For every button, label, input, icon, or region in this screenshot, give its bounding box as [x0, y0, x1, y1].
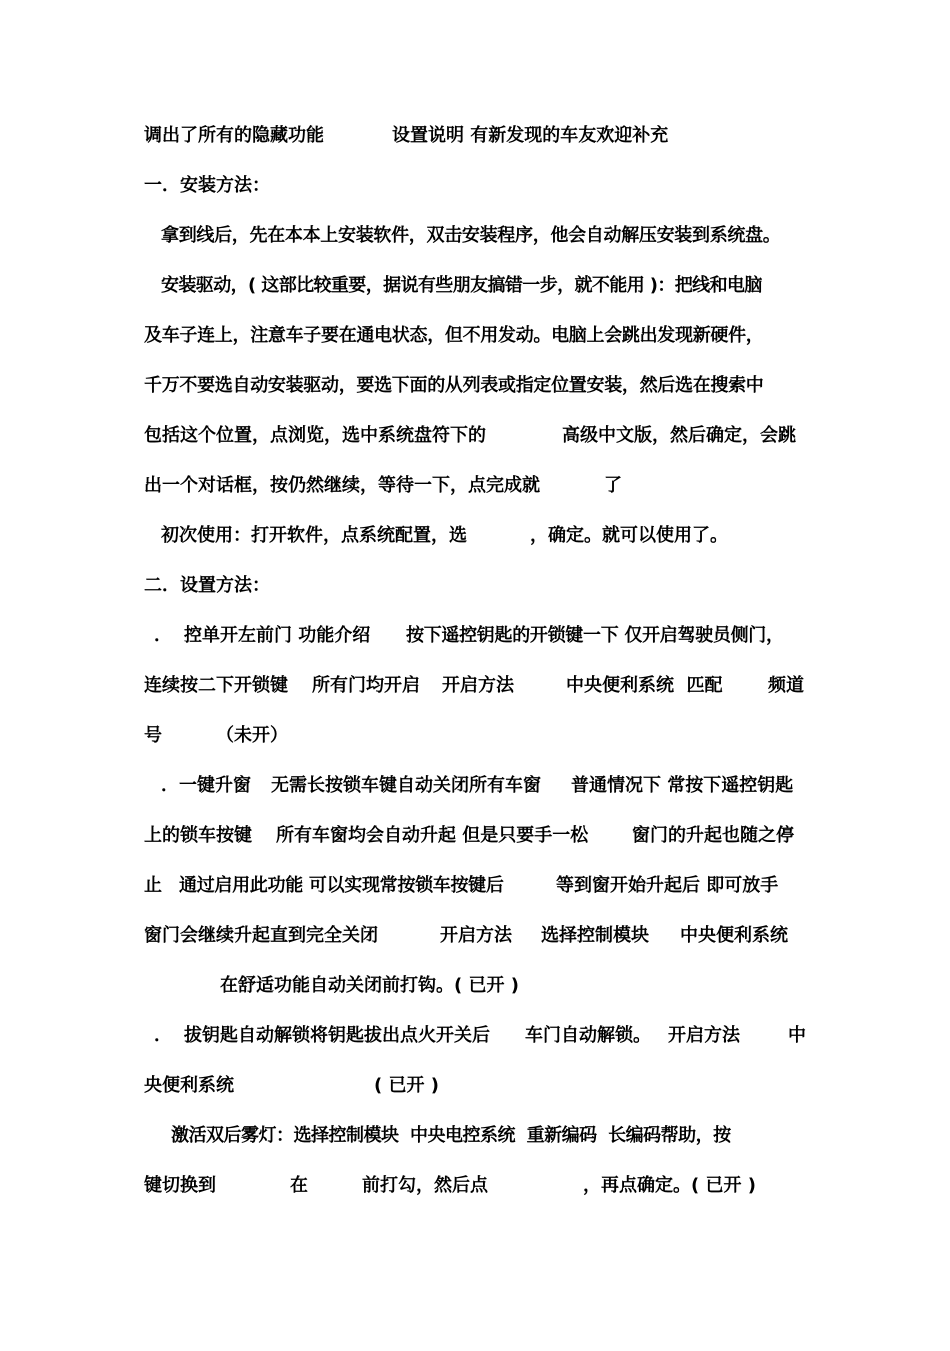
paragraph-text: 中央便利系统 匹配 — [566, 675, 723, 696]
paragraph-text: 前打勾，然后点 — [362, 1175, 488, 1196]
paragraph-line — [0, 621, 784, 651]
paragraph-text: 选择控制模块 — [541, 925, 649, 946]
paragraph-text: 高级中文版，然后确定，会跳 — [562, 425, 796, 446]
paragraph-text: 等到窗开始升起后 即可放手 — [556, 875, 779, 896]
paragraph-text: 按下遥控钥匙的开锁键一下 仅开启驾驶员侧门， — [406, 625, 784, 646]
section-heading-install — [0, 171, 270, 201]
paragraph-text: 出一个对话框，按仍然继续，等待一下，点完成就 — [144, 475, 540, 496]
paragraph-text: 窗门会继续升起直到完全关闭 — [144, 925, 378, 946]
paragraph-line — [0, 721, 288, 751]
paragraph-text: 键切换到 — [144, 1175, 216, 1196]
paragraph-text: 中 — [788, 1025, 806, 1046]
paragraph-text: 拿到线后，先在本本上安装软件，双击安装程序，他会自动解压安装到系统盘。 — [161, 225, 781, 246]
paragraph-text: ( 已开 ) — [374, 1075, 439, 1096]
paragraph-line — [0, 1071, 439, 1101]
paragraph-text: 开启方法 — [668, 1025, 740, 1046]
paragraph-text: 包括这个位置，点浏览，选中系统盘符下的 — [144, 425, 486, 446]
paragraph-text: 频道 — [768, 675, 804, 696]
paragraph-line — [0, 421, 796, 451]
paragraph-text: ． — [154, 1025, 172, 1046]
paragraph-text: 千万不要选自动安装驱动，要选下面的从列表或指定位置安装，然后选在搜索中 — [144, 375, 764, 396]
paragraph-text: 及车子连上，注意车子要在通电状态，但不用发动。电脑上会跳出发现新硬件， — [144, 325, 764, 346]
paragraph-text: ．一键升窗 — [161, 775, 251, 796]
paragraph-line — [0, 821, 794, 851]
paragraph-text: 所有车窗均会自动升起 但是只要手一松 — [276, 825, 589, 846]
paragraph-text: 拔钥匙自动解锁将钥匙拔出点火开关后 — [184, 1025, 490, 1046]
paragraph-line — [0, 1121, 731, 1151]
paragraph-line — [0, 471, 622, 501]
section-heading-text: 二．设置方法： — [144, 575, 270, 596]
paragraph-text: ，确定。就可以使用了。 — [530, 525, 728, 546]
section-heading-text: 一．安装方法： — [144, 175, 270, 196]
intro-line — [0, 121, 669, 151]
paragraph-text: 央便利系统 — [144, 1075, 234, 1096]
paragraph-text: 通过启用此功能 可以实现常按锁车按键后 — [179, 875, 504, 896]
paragraph-text: ． — [154, 625, 172, 646]
paragraph-text: 在 — [290, 1175, 308, 1196]
paragraph-text: 初次使用：打开软件，点系统配置，选 — [161, 525, 467, 546]
paragraph-text: 车门自动解锁。 — [525, 1025, 651, 1046]
paragraph-text: 安装驱动，( 这部比较重要，据说有些朋友搞错一步，就不能用 )：把线和电脑 — [161, 275, 762, 296]
paragraph-line — [0, 1171, 756, 1201]
paragraph-line — [0, 671, 804, 701]
intro-title: 调出了所有的隐藏功能 — [144, 125, 324, 146]
paragraph-text: 窗门的升起也随之停 — [632, 825, 794, 846]
paragraph-text: 上的锁车按键 — [144, 825, 252, 846]
paragraph-line — [0, 321, 764, 351]
paragraph-text: ，再点确定。( 已开 ) — [583, 1175, 756, 1196]
paragraph-text: 所有门均开启 — [312, 675, 420, 696]
paragraph-line — [0, 771, 794, 801]
paragraph-text: 在舒适功能自动关闭前打钩。( 已开 ) — [220, 975, 519, 996]
paragraph-line — [0, 971, 519, 1001]
paragraph-text: 激活双后雾灯：选择控制模块 中央电控系统 重新编码 长编码帮助，按 — [171, 1125, 731, 1146]
paragraph-text: 中央便利系统 — [680, 925, 788, 946]
paragraph-text: （未开） — [216, 725, 288, 746]
section-heading-settings — [0, 571, 270, 601]
paragraph-text: 止 — [144, 875, 162, 896]
paragraph-line — [0, 371, 764, 401]
paragraph-text: 开启方法 — [442, 675, 514, 696]
paragraph-text: 了 — [604, 475, 622, 496]
paragraph-line — [0, 921, 788, 951]
paragraph-line — [0, 1021, 806, 1051]
intro-subtitle: 设置说明 有新发现的车友欢迎补充 — [392, 125, 669, 146]
paragraph-line — [0, 221, 781, 251]
paragraph-text: 连续按二下开锁键 — [144, 675, 288, 696]
paragraph-text: 开启方法 — [440, 925, 512, 946]
paragraph-text: 控单开左前门 功能介绍 — [184, 625, 371, 646]
paragraph-text: 普通情况下 常按下遥控钥匙 — [571, 775, 794, 796]
paragraph-line — [0, 871, 779, 901]
paragraph-text: 无需长按锁车键自动关闭所有车窗 — [271, 775, 541, 796]
paragraph-line — [0, 271, 762, 301]
paragraph-text: 号 — [144, 725, 162, 746]
paragraph-line — [0, 521, 728, 551]
